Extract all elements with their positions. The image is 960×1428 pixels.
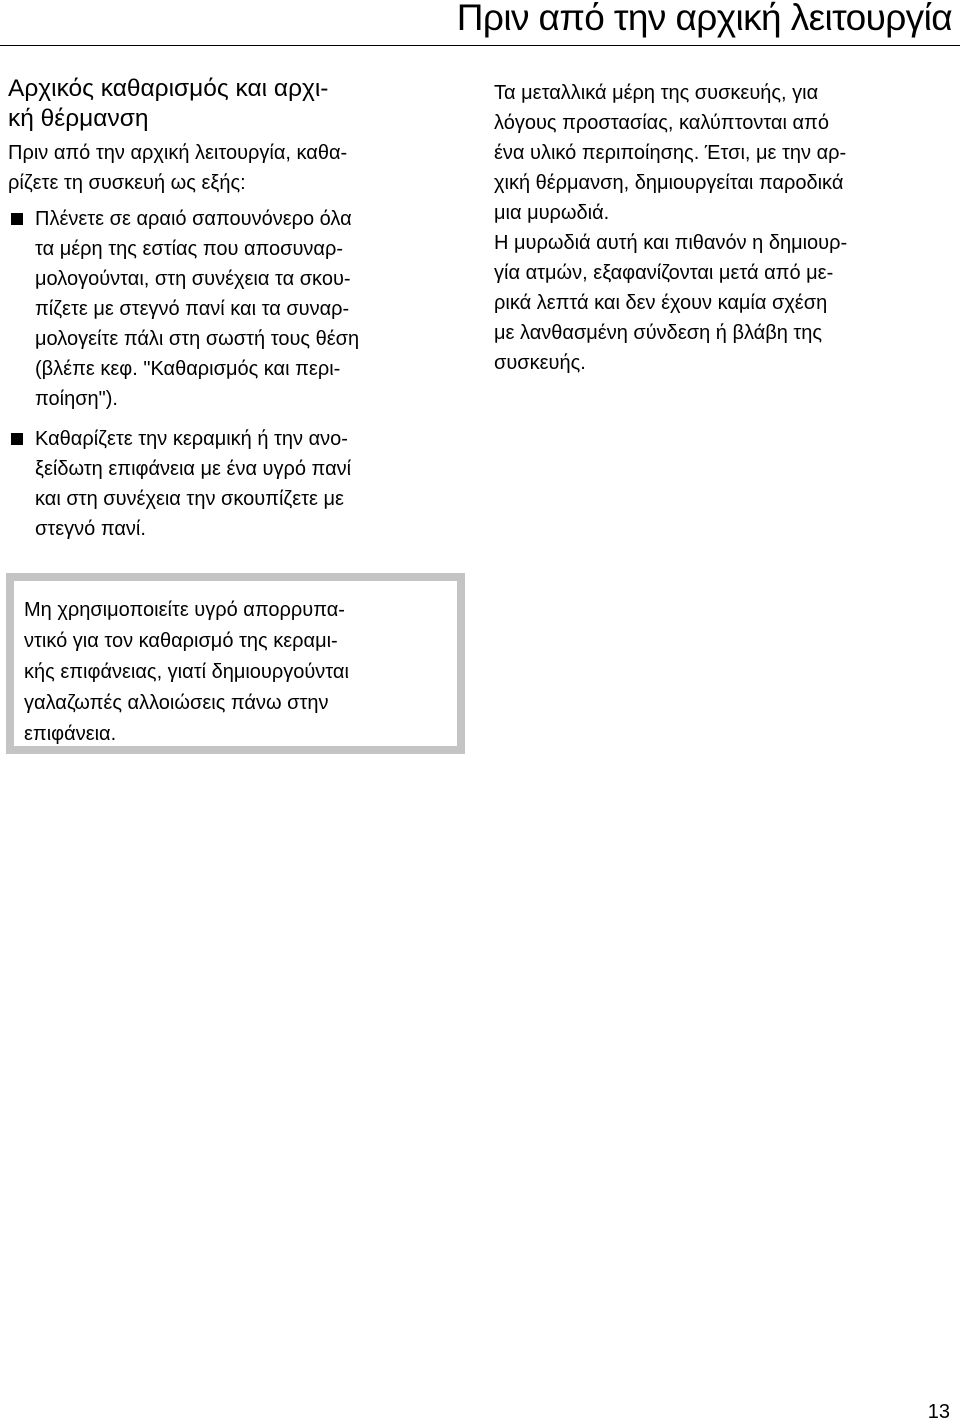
list-item-text: Πλένετε σε αραιό σαπουνόνερο όλα τα μέρη της εστίας που αποσυναρ- μολογούνται, στη συνέχεια τα σκου- πίζετε με στεγνό πανί και τα συναρ- μολογείτε πάλι στη σωστή τους θέση (βλέπε κεφ. "Καθαρισμός και περι- ποίηση"). (35, 208, 360, 410)
page-header (0, 0, 960, 46)
section-heading: Αρχικός καθαρισμός και αρχι- κή θέρμανση (8, 75, 329, 132)
left-column (8, 74, 464, 554)
header-title: Πριν από την αρχική λειτουργία (456, 0, 952, 38)
list-item (8, 204, 464, 414)
paragraph: Η μυρωδιά αυτή και πιθανόν η δημιουρ- γία ατμών, εξαφανίζονται μετά από με- ρικά λεπτά και δεν έχουν καμία σχέση με λανθασμένη σύνδεση ή βλάβη της συσκευής. (494, 232, 848, 374)
instruction-list (8, 204, 464, 544)
warning-note-box (6, 573, 465, 754)
list-item (8, 424, 464, 544)
page-number: 13 (927, 1401, 950, 1423)
right-column (494, 78, 944, 378)
paragraph: Τα μεταλλικά μέρη της συσκευής, για λόγους προστασίας, καλύπτονται από ένα υλικό περιποίησης. Έτσι, με την αρ- χική θέρμανση, δημιουργείται παροδικά μια μυρωδιά. (494, 82, 847, 224)
square-bullet-icon (11, 213, 23, 225)
list-item-text: Καθαρίζετε την κεραμική ή την ανο- ξείδωτη επιφάνεια με ένα υγρό πανί και στη συνέχεια την σκουπίζετε με στεγνό πανί. (35, 428, 352, 540)
intro-paragraph: Πριν από την αρχική λειτουργία, καθα- ρίζετε τη συσκευή ως εξής: (8, 142, 348, 194)
warning-note-text: Μη χρησιμοποιείτε υγρό απορρυπα- ντικό για τον καθαρισμό της κεραμι- κής επιφάνειας, γιατί δημιουργούνται γαλαζωπές αλλοιώσεις πάνω στην επιφάνεια. (24, 599, 349, 745)
square-bullet-icon (11, 433, 23, 445)
